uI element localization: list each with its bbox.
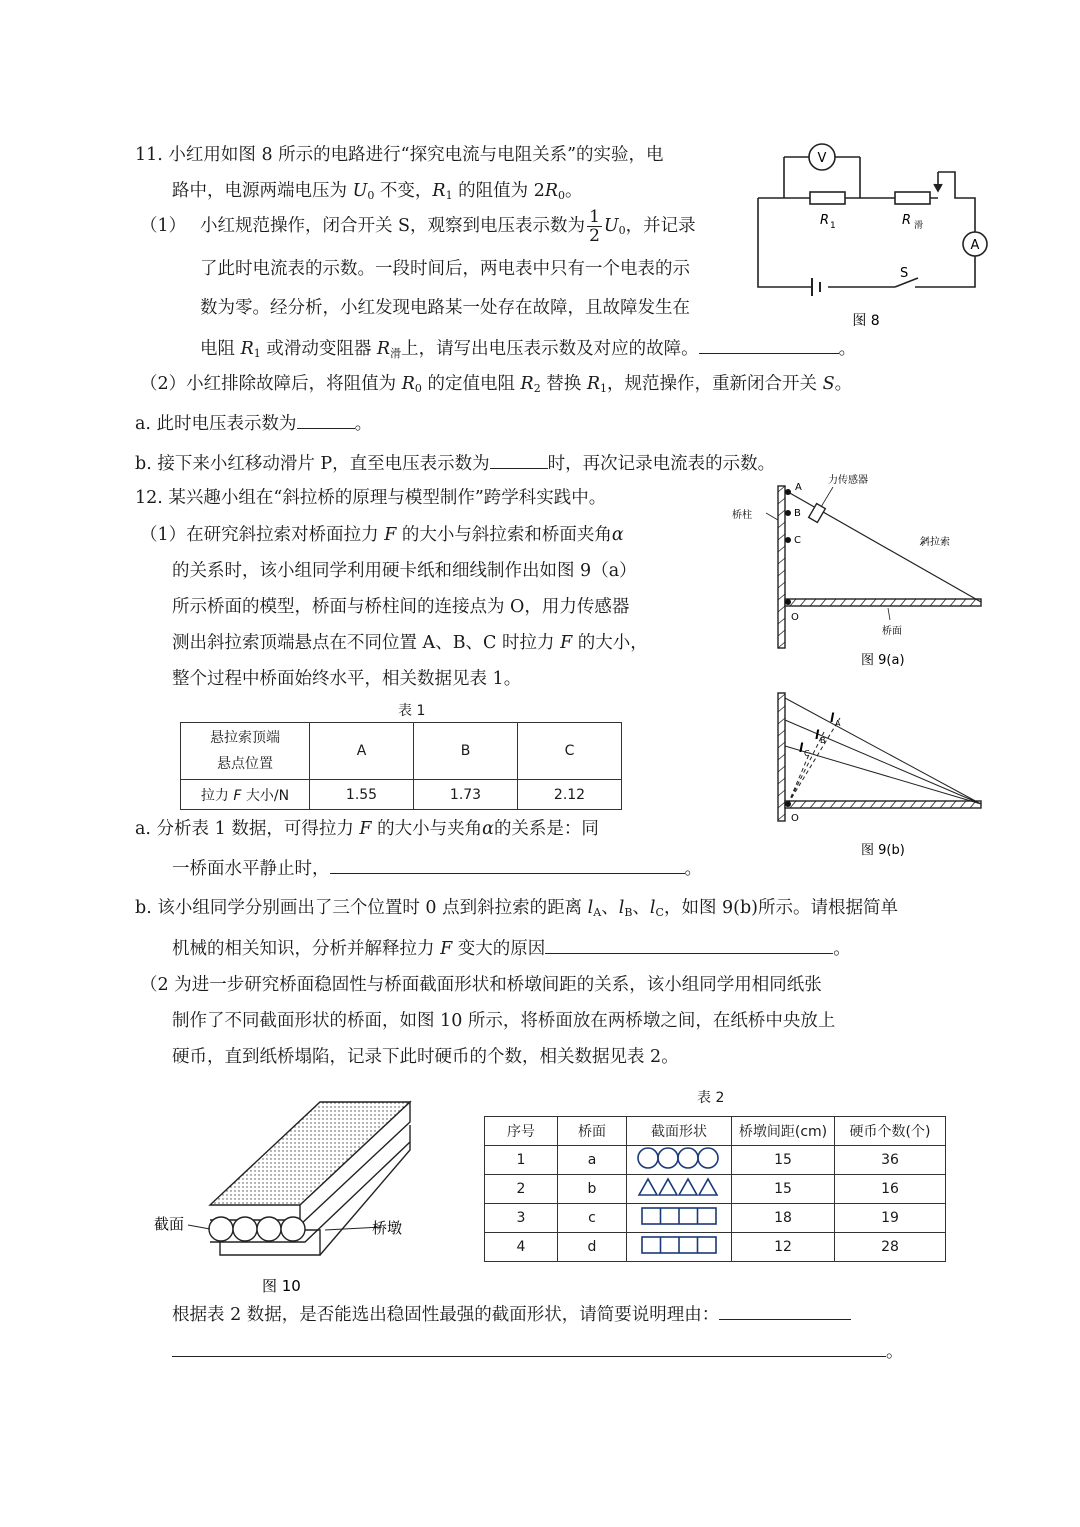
deck-label: 桥面 (882, 626, 902, 637)
row-no: 4 (485, 1233, 558, 1262)
figure-8-caption: 图 8 (852, 313, 880, 329)
answer-blank-relation[interactable] (330, 855, 685, 874)
table-1-col-b: B (414, 723, 518, 780)
force-sensor (809, 504, 826, 523)
row-spacing: 15 (732, 1175, 835, 1204)
figure-8-circuit (750, 140, 990, 340)
table-2-header-coins: 硬币个数(个) (835, 1117, 946, 1146)
row-spacing: 15 (732, 1146, 835, 1175)
row-deck: b (558, 1175, 627, 1204)
shape-squares (627, 1204, 732, 1233)
q11-subquestion-b: b. 接下来小红移动滑片 P，直至电压表示数为 时，再次记录电流表的示数。 (135, 450, 775, 476)
voltmeter-label: V (817, 151, 827, 166)
q12-line2: （1）在研究斜拉索对桥面拉力 F 的大小与斜拉索和桥面夹角α (140, 525, 624, 545)
cable-label: 斜拉索 (920, 537, 950, 548)
q12-part2-line2: 制作了不同截面形状的桥面，如图 10 所示，将桥面放在两桥墩之间，在纸桥中央放上 (172, 1011, 836, 1031)
q12-line4: 所示桥面的模型，桥面与桥柱间的连接点为 O，用力传感器 (172, 597, 630, 617)
point-o-label-b: O (791, 813, 799, 824)
answer-blank-voltage-2[interactable] (490, 450, 548, 469)
q12-subquestion-a: a. 分析表 1 数据，可得拉力 F 的大小与夹角α的关系是：同 (135, 819, 599, 839)
q11-part1-number: （1） (140, 216, 187, 236)
table-2-caption: 表 2 (697, 1090, 725, 1106)
point-b-label: B (794, 508, 801, 519)
q12-subquestion-b-line2: 机械的相关知识，分析并解释拉力 F 变大的原因 。 (172, 935, 851, 961)
lb-sub: B (820, 736, 826, 745)
figure-9a-caption: 图 9(a) (861, 653, 905, 668)
answer-blank-stability[interactable] (719, 1301, 851, 1320)
bridge-deck-top (210, 1102, 410, 1205)
table-1-value-a: 1.55 (310, 780, 414, 810)
q12-line1: 12. 某兴趣小组在“斜拉桥的原理与模型制作”跨学科实践中。 (135, 488, 607, 508)
table-row (485, 1175, 946, 1204)
figure-10-caption: 图 10 (262, 1277, 301, 1295)
ammeter-label: A (970, 238, 980, 253)
q12-part2-line3: 硬币，直到纸桥塌陷，记录下此时硬币的个数，相关数据见表 2。 (172, 1047, 679, 1067)
table-2 (484, 1116, 946, 1262)
row-spacing: 18 (732, 1204, 835, 1233)
shape-squares (627, 1233, 732, 1262)
row-deck: c (558, 1204, 627, 1233)
point-c-label: C (794, 535, 801, 546)
row-spacing: 12 (732, 1233, 835, 1262)
row-no: 3 (485, 1204, 558, 1233)
row-coins: 16 (835, 1175, 946, 1204)
lb-label: l (815, 728, 820, 742)
q12-subquestion-a-line2: 一桥面水平静止时， 。 (172, 855, 702, 881)
row-deck: a (558, 1146, 627, 1175)
q11-line2: 路中，电源两端电压为 $U_0$ 不变，$R_1$ 的阻值为 $2R_0$。 (172, 181, 583, 202)
section-label: 截面 (154, 1215, 185, 1233)
row-coins: 28 (835, 1233, 946, 1262)
figure-9b-caption: 图 9(b) (861, 843, 905, 858)
table-1-row-label: 拉力 F 大小/N (181, 780, 310, 810)
r1-sub: 1 (830, 221, 836, 231)
row-coins: 19 (835, 1204, 946, 1233)
la-sub: A (835, 719, 841, 728)
table-row (485, 1204, 946, 1233)
q11-line4: 了此时电流表的示数。一段时间后，两电表中只有一个电表的示 (200, 259, 690, 279)
la-label: l (830, 711, 835, 725)
pillar-label: 桥柱 (732, 510, 752, 521)
lc-sub: C (804, 749, 810, 758)
q12-part2-line1: （2 为进一步研究桥面稳固性与桥面截面形状和桥墩间距的关系，该小组同学用相同纸张 (140, 975, 822, 995)
shape-circles (627, 1146, 732, 1175)
q12-final-line2: 。 (172, 1338, 904, 1364)
q11-line3: 小红规范操作，闭合开关 S，观察到电压表示数为 $\frac{1}{2}$ $U_0$，并记录 (200, 207, 696, 246)
table-1-col-a: A (310, 723, 414, 780)
point-a-label: A (795, 482, 802, 493)
row-deck: d (558, 1233, 627, 1262)
row-no: 1 (485, 1146, 558, 1175)
q12-final-question: 根据表 2 数据，是否能选出稳固性最强的截面形状，请简要说明理由： (172, 1301, 851, 1327)
answer-blank-stability-2[interactable] (172, 1338, 886, 1357)
table-1-col-c: C (518, 723, 622, 780)
table-1-header-position: 悬拉索顶端 悬点位置 (181, 723, 310, 780)
pier-label: 桥墩 (372, 1219, 403, 1237)
q12-subquestion-b: b. 该小组同学分别画出了三个位置时 0 点到斜拉索的距离 $l_A$、$l_B$、$l_C$，如图 9(b)所示。请根据简单 (135, 898, 899, 919)
point-o-label: O (791, 612, 799, 623)
q11-line1: 11. 小红用如图 8 所示的电路进行“探究电流与电阻关系”的实验，电 (135, 145, 664, 165)
figure-9a (728, 470, 988, 675)
rh-sub: 滑 (914, 221, 924, 231)
table-1-value-c: 2.12 (518, 780, 622, 810)
switch-label: S (900, 266, 909, 281)
q12-line5: 测出斜拉索顶端悬点在不同位置 A、B、C 时拉力 F 的大小， (172, 633, 648, 653)
q12-line3: 的关系时，该小组同学利用硬卡纸和细线制作出如图 9（a） (172, 561, 637, 581)
q12-line6: 整个过程中桥面始终水平，相关数据见表 1。 (172, 669, 522, 689)
table-2-header-shape: 截面形状 (627, 1117, 732, 1146)
table-row (485, 1146, 946, 1175)
resistor-r1 (810, 192, 845, 204)
rh-label: R (902, 213, 912, 228)
sensor-label: 力传感器 (828, 475, 868, 486)
q11-line5: 数为零。经分析，小红发现电路某一处存在故障，且故障发生在 (200, 298, 690, 318)
row-coins: 36 (835, 1146, 946, 1175)
r1-label: R (820, 213, 830, 228)
figure-9b (728, 688, 988, 863)
answer-blank-reason[interactable] (545, 935, 833, 954)
table-1-value-b: 1.73 (414, 780, 518, 810)
table-1 (180, 722, 622, 810)
row-no: 2 (485, 1175, 558, 1204)
table-row (485, 1233, 946, 1262)
q11-subquestion-a: a. 此时电压表示数为 。 (135, 410, 372, 436)
rheostat (895, 192, 930, 204)
shape-triangles (627, 1175, 732, 1204)
table-2-header-no: 序号 (485, 1117, 558, 1146)
figure-10-bridge (150, 1090, 430, 1300)
table-2-header-spacing: 桥墩间距(cm) (732, 1117, 835, 1146)
answer-blank-voltage[interactable] (297, 410, 355, 429)
table-1-caption: 表 1 (398, 703, 426, 719)
fraction-half: $\frac{1}{2}$ (589, 207, 600, 246)
q11-part2: （2）小红排除故障后，将阻值为 $R_0$ 的定值电阻 $R_2$ 替换 $R_1$，规范操作，重新闭合开关 S。 (140, 374, 853, 395)
q11-line6: 电阻 $R_1$ 或滑动变阻器 $R_滑$上，请写出电压表示数及对应的故障。 。 (200, 335, 856, 361)
lc-label: l (799, 741, 804, 755)
table-2-header-deck: 桥面 (558, 1117, 627, 1146)
